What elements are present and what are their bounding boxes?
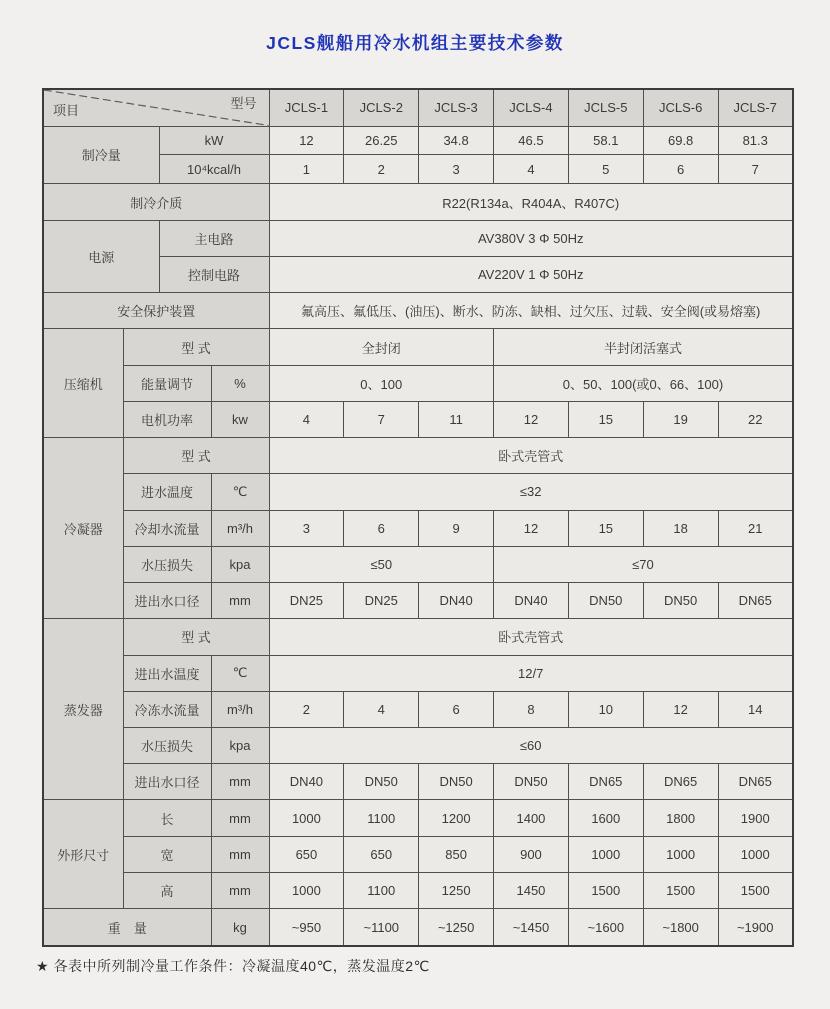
model-header: JCLS-6 <box>643 89 718 126</box>
condenser-pressure-loss-left: ≤50 <box>269 546 494 582</box>
value-cell: 1600 <box>568 800 643 836</box>
value-cell: 7 <box>344 401 419 437</box>
value-cell: 1100 <box>344 800 419 836</box>
unit-cell: kpa <box>211 546 269 582</box>
compressor-type-right: 半封闭活塞式 <box>494 329 793 365</box>
value-cell: 21 <box>718 510 793 546</box>
value-cell: 8 <box>494 691 569 727</box>
value-cell: DN50 <box>643 583 718 619</box>
value-cell: 58.1 <box>568 126 643 155</box>
value-cell: DN25 <box>269 583 344 619</box>
condenser-label: 冷凝器 <box>43 438 123 619</box>
value-cell: 7 <box>718 155 793 184</box>
value-cell: 1400 <box>494 800 569 836</box>
page-title: JCLS舰船用冷水机组主要技术参数 <box>266 33 564 53</box>
model-header: JCLS-7 <box>718 89 793 126</box>
value-cell: 1000 <box>269 800 344 836</box>
power-main-row <box>43 220 793 256</box>
power-label: 电源 <box>43 220 159 292</box>
value-cell: DN65 <box>568 764 643 800</box>
value-cell: 9 <box>419 510 494 546</box>
value-cell: 1900 <box>718 800 793 836</box>
value-cell: 650 <box>344 836 419 872</box>
corner-item-label: 项目 <box>53 102 80 118</box>
value-cell: 1200 <box>419 800 494 836</box>
value-cell: 3 <box>419 155 494 184</box>
value-cell: 6 <box>419 691 494 727</box>
evaporator-temp-row <box>43 655 793 691</box>
condenser-pressure-loss-row <box>43 546 793 582</box>
value-cell: 900 <box>494 836 569 872</box>
value-cell: 1 <box>269 155 344 184</box>
value-cell: 12 <box>643 691 718 727</box>
corner-cell <box>43 89 269 126</box>
value-cell: 15 <box>568 510 643 546</box>
cooling-capacity-kw-row <box>43 126 793 155</box>
compressor-motor-row <box>43 401 793 437</box>
value-cell: ~1900 <box>718 909 793 946</box>
header-row <box>43 89 793 126</box>
evaporator-pressure-loss-value: ≤60 <box>269 727 793 763</box>
weight-row <box>43 909 793 946</box>
value-cell: 12 <box>494 401 569 437</box>
value-cell: ~1800 <box>643 909 718 946</box>
evaporator-temp-label: 进出水温度 <box>123 655 211 691</box>
value-cell: 850 <box>419 836 494 872</box>
unit-cell: ℃ <box>211 655 269 691</box>
condenser-pressure-loss-right: ≤70 <box>494 546 793 582</box>
dimension-height-row <box>43 872 793 908</box>
value-cell: 1250 <box>419 872 494 908</box>
value-cell: ~1250 <box>419 909 494 946</box>
compressor-energy-label: 能量调节 <box>123 365 211 401</box>
unit-cell: mm <box>211 583 269 619</box>
unit-cell: m³/h <box>211 691 269 727</box>
value-cell: ~1100 <box>344 909 419 946</box>
cooling-capacity-label: 制冷量 <box>43 126 159 184</box>
unit-cell: mm <box>211 800 269 836</box>
value-cell: 4 <box>344 691 419 727</box>
condenser-type-value: 卧式壳管式 <box>269 438 793 474</box>
model-header: JCLS-4 <box>494 89 569 126</box>
value-cell: 6 <box>643 155 718 184</box>
value-cell: 12 <box>494 510 569 546</box>
value-cell: 1450 <box>494 872 569 908</box>
value-cell: 1500 <box>718 872 793 908</box>
value-cell: DN65 <box>643 764 718 800</box>
safety-label: 安全保护装置 <box>43 293 269 329</box>
value-cell: 2 <box>344 155 419 184</box>
dimension-width-label: 宽 <box>123 836 211 872</box>
evaporator-type-label: 型 式 <box>123 619 269 655</box>
unit-cell: kg <box>211 909 269 946</box>
condenser-water-flow-label: 冷却水流量 <box>123 510 211 546</box>
value-cell: 12 <box>269 126 344 155</box>
value-cell: DN50 <box>344 764 419 800</box>
dimension-length-row <box>43 800 793 836</box>
spec-table <box>42 88 794 947</box>
condenser-water-flow-row <box>43 510 793 546</box>
power-main-label: 主电路 <box>159 220 269 256</box>
value-cell: DN25 <box>344 583 419 619</box>
value-cell: 1100 <box>344 872 419 908</box>
value-cell: 18 <box>643 510 718 546</box>
value-cell: DN65 <box>718 583 793 619</box>
value-cell: 46.5 <box>494 126 569 155</box>
value-cell: 1000 <box>718 836 793 872</box>
dimension-height-label: 高 <box>123 872 211 908</box>
value-cell: 5 <box>568 155 643 184</box>
refrigerant-value: R22(R134a、R404A、R407C) <box>269 184 793 220</box>
value-cell: ~950 <box>269 909 344 946</box>
value-cell: 6 <box>344 510 419 546</box>
condenser-type-label: 型 式 <box>123 438 269 474</box>
refrigerant-label: 制冷介质 <box>43 184 269 220</box>
condenser-inlet-temp-label: 进水温度 <box>123 474 211 510</box>
evaporator-water-flow-row <box>43 691 793 727</box>
condenser-pipe-row <box>43 583 793 619</box>
evaporator-label: 蒸发器 <box>43 619 123 800</box>
compressor-energy-left: 0、100 <box>269 365 494 401</box>
evaporator-type-value: 卧式壳管式 <box>269 619 793 655</box>
compressor-type-left: 全封闭 <box>269 329 494 365</box>
evaporator-pressure-loss-label: 水压损失 <box>123 727 211 763</box>
refrigerant-row <box>43 184 793 220</box>
value-cell: 81.3 <box>718 126 793 155</box>
value-cell: DN40 <box>419 583 494 619</box>
compressor-energy-row <box>43 365 793 401</box>
value-cell: 1000 <box>643 836 718 872</box>
model-header: JCLS-5 <box>568 89 643 126</box>
value-cell: 1500 <box>568 872 643 908</box>
safety-row <box>43 293 793 329</box>
value-cell: 1000 <box>568 836 643 872</box>
model-header: JCLS-1 <box>269 89 344 126</box>
condenser-pipe-label: 进出水口径 <box>123 583 211 619</box>
dimension-length-label: 长 <box>123 800 211 836</box>
unit-cell: mm <box>211 872 269 908</box>
evaporator-water-flow-label: 冷冻水流量 <box>123 691 211 727</box>
value-cell: 11 <box>419 401 494 437</box>
compressor-type-label: 型 式 <box>123 329 269 365</box>
value-cell: DN50 <box>568 583 643 619</box>
value-cell: 10 <box>568 691 643 727</box>
unit-cell: mm <box>211 836 269 872</box>
value-cell: ~1450 <box>494 909 569 946</box>
evaporator-temp-value: 12/7 <box>269 655 793 691</box>
value-cell: 1000 <box>269 872 344 908</box>
power-main-value: AV380V 3 Φ 50Hz <box>269 220 793 256</box>
value-cell: 34.8 <box>419 126 494 155</box>
value-cell: 69.8 <box>643 126 718 155</box>
power-control-label: 控制电路 <box>159 256 269 292</box>
footnote: ★ 各表中所列制冷量工作条件：冷凝温度40℃，蒸发温度2℃ <box>36 958 430 974</box>
value-cell: 650 <box>269 836 344 872</box>
dimension-width-row <box>43 836 793 872</box>
compressor-energy-right: 0、50、100(或0、66、100) <box>494 365 793 401</box>
value-cell: 4 <box>269 401 344 437</box>
model-header: JCLS-2 <box>344 89 419 126</box>
safety-value: 氟高压、氟低压、(油压)、断水、防冻、缺相、过欠压、过载、安全阀(或易熔塞) <box>269 293 793 329</box>
weight-label: 重 量 <box>43 909 211 946</box>
unit-cell: kw <box>211 401 269 437</box>
compressor-type-row <box>43 329 793 365</box>
power-control-value: AV220V 1 Φ 50Hz <box>269 256 793 292</box>
condenser-inlet-temp-value: ≤32 <box>269 474 793 510</box>
corner-model-label: 型号 <box>230 96 257 111</box>
value-cell: 14 <box>718 691 793 727</box>
compressor-motor-label: 电机功率 <box>123 401 211 437</box>
unit-cell: mm <box>211 764 269 800</box>
value-cell: ~1600 <box>568 909 643 946</box>
value-cell: 4 <box>494 155 569 184</box>
evaporator-pipe-label: 进出水口径 <box>123 764 211 800</box>
evaporator-pipe-row <box>43 764 793 800</box>
value-cell: DN50 <box>419 764 494 800</box>
condenser-inlet-temp-row <box>43 474 793 510</box>
unit-cell: kpa <box>211 727 269 763</box>
unit-cell: kW <box>159 126 269 155</box>
value-cell: DN40 <box>269 764 344 800</box>
unit-cell: 10⁴kcal/h <box>159 155 269 184</box>
value-cell: 1500 <box>643 872 718 908</box>
value-cell: 26.25 <box>344 126 419 155</box>
value-cell: 15 <box>568 401 643 437</box>
evaporator-pressure-loss-row <box>43 727 793 763</box>
condenser-pressure-loss-label: 水压损失 <box>123 546 211 582</box>
value-cell: 1800 <box>643 800 718 836</box>
model-header: JCLS-3 <box>419 89 494 126</box>
value-cell: 3 <box>269 510 344 546</box>
value-cell: DN65 <box>718 764 793 800</box>
evaporator-type-row <box>43 619 793 655</box>
value-cell: 19 <box>643 401 718 437</box>
value-cell: 2 <box>269 691 344 727</box>
unit-cell: % <box>211 365 269 401</box>
value-cell: 22 <box>718 401 793 437</box>
unit-cell: ℃ <box>211 474 269 510</box>
dimensions-label: 外形尺寸 <box>43 800 123 909</box>
unit-cell: m³/h <box>211 510 269 546</box>
value-cell: DN40 <box>494 583 569 619</box>
compressor-label: 压缩机 <box>43 329 123 438</box>
value-cell: DN50 <box>494 764 569 800</box>
condenser-type-row <box>43 438 793 474</box>
